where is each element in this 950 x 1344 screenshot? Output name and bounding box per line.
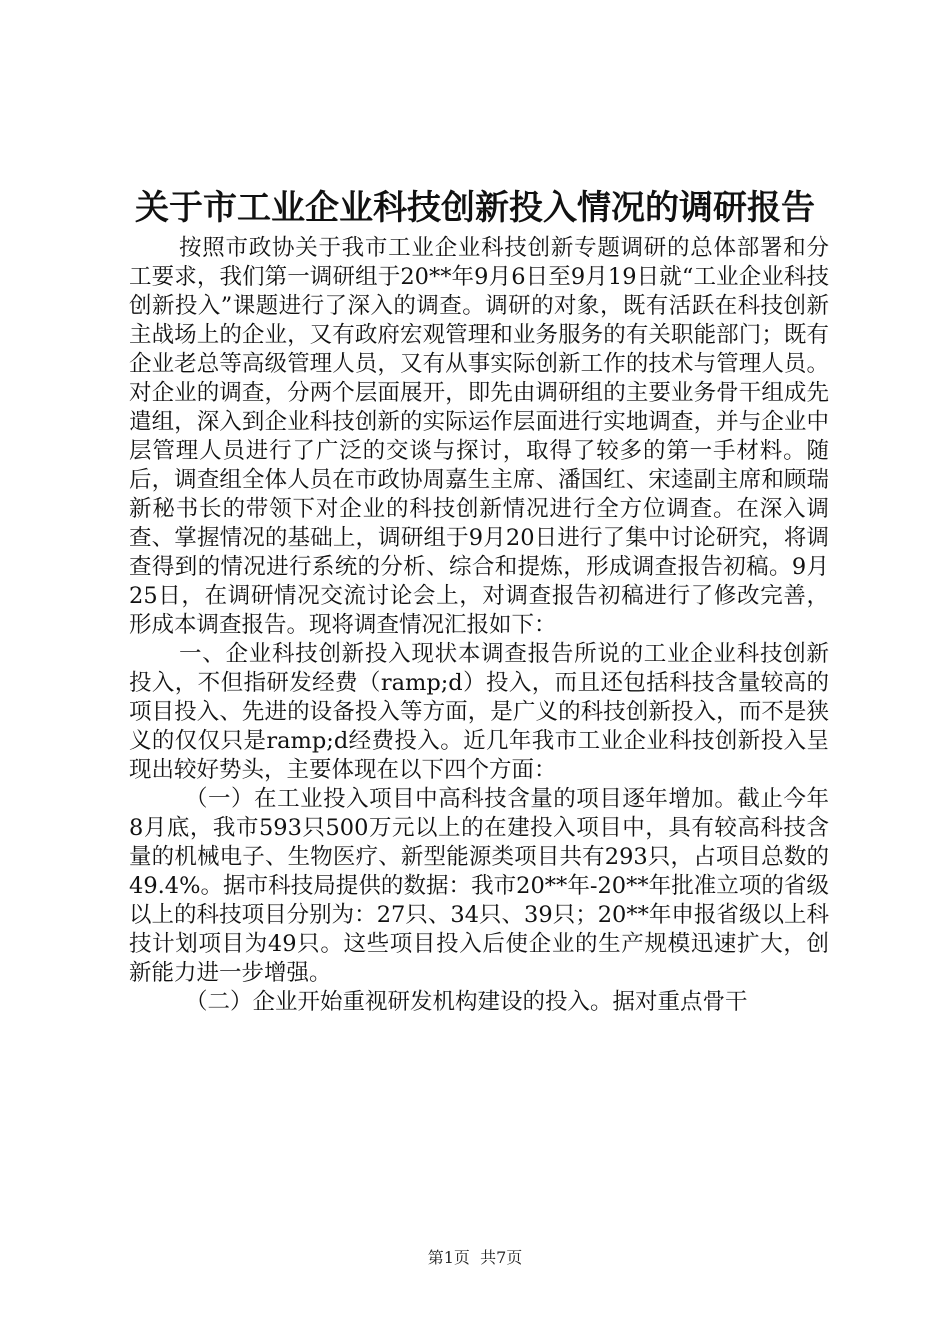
page-number: 第1页 [427, 1248, 470, 1267]
paragraph-subsection-two: （二）企业开始重视研发机构建设的投入。据对重点骨干 [185, 989, 748, 1015]
paragraph-subsection-one: （一）在工业投入项目中高科技含量的项目逐年增加。截止今年8月底，我市593只500万元以上的在建投入项目中，具有较高科技含量的机械电子、生物医疗、新型能源类项目共有293只，占项目总数的49.4%。据市科技局提供的数据：我市20**年-20**年批准立项的省级以上的科技项目分别为：27只、34只、39只；20**年申报省级以上科技计划项目为49只。这些项目投入后使企业的生产规模迅速扩大，创新能力进一步增强。 [129, 786, 829, 986]
document-body [129, 234, 829, 1017]
paragraph-section-one: 一、企业科技创新投入现状本调查报告所说的工业企业科技创新投入，不但指研发经费（ramp;d）投入，而且还包括科技含量较高的项目投入、先进的设备投入等方面，是广义的科技创新投入，而不是狭义的仅仅只是ramp;d经费投入。近几年我市工业企业科技创新投入呈现出较好势头，主要体现在以下四个方面： [129, 641, 829, 783]
footer-separator [470, 1248, 480, 1267]
paragraph-intro: 按照市政协关于我市工业企业科技创新专题调研的总体部署和分工要求，我们第一调研组于20**年9月6日至9月19日就“工业企业科技创新投入”课题进行了深入的调查。调研的对象，既有活跃在科技创新主战场上的企业，又有政府宏观管理和业务服务的有关职能部门；既有企业老总等高级管理人员，又有从事实际创新工作的技术与管理人员。对企业的调查，分两个层面展开，即先由调研组的主要业务骨干组成先遣组，深入到企业科技创新的实际运作层面进行实地调查，并与企业中层管理人员进行了广泛的交谈与探讨，取得了较多的第一手材料。随后，调查组全体人员在市政协周嘉生主席、潘国红、宋逵副主席和顾瑞新秘书长的带领下对企业的科技创新情况进行全方位调查。在深入调查、掌握情况的基础上，调研组于9月20日进行了集中讨论研究，将调查得到的情况进行系统的分析、综合和提炼，形成调查报告初稿。9月25日，在调研情况交流讨论会上，对调查报告初稿进行了修改完善，形成本调查报告。现将调查情况汇报如下： [129, 235, 829, 638]
page-total: 共7页 [480, 1248, 523, 1267]
page-footer [0, 1248, 950, 1268]
document-title: 关于市工业企业科技创新投入情况的调研报告 [135, 188, 815, 228]
